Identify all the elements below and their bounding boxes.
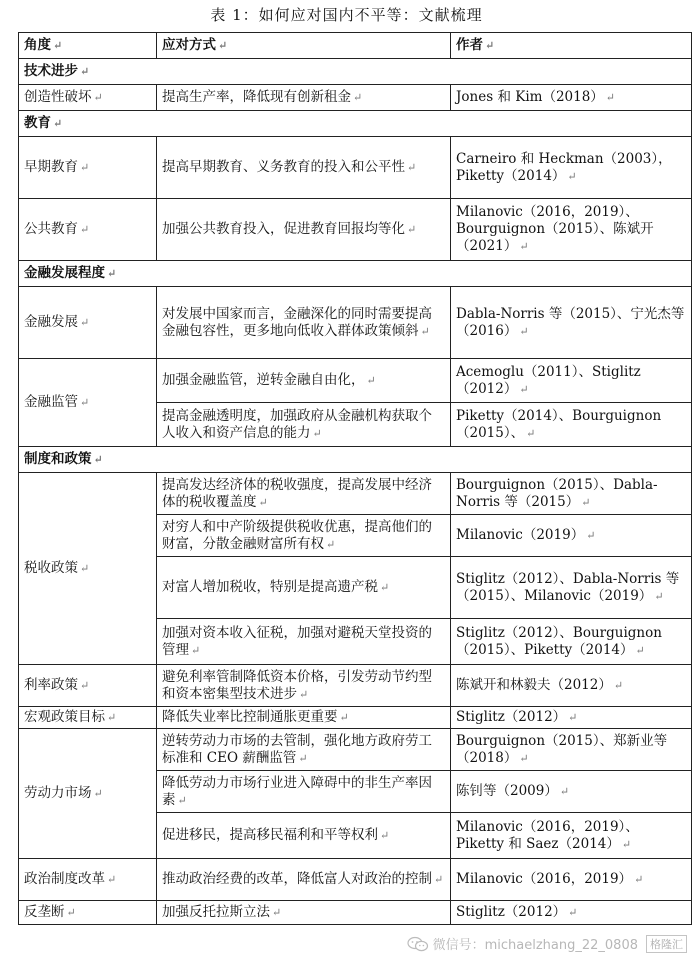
watermark-text: 微信号：michaelzhang_22_0808 — [432, 938, 638, 953]
paragraph-mark: ↵ — [272, 906, 282, 919]
method-cell-text: 对穷人和中产阶级提供税收优惠，提高他们的财富，分散金融财富所有权 — [162, 518, 432, 552]
angle-cell-text: 金融监管 — [24, 394, 78, 410]
table-row — [19, 359, 692, 403]
paragraph-mark: ↵ — [107, 873, 117, 886]
method-cell — [157, 619, 451, 665]
author-cell — [451, 729, 692, 771]
paragraph-mark: ↵ — [80, 396, 90, 409]
author-cell — [451, 859, 692, 901]
author-cell — [451, 813, 692, 859]
method-cell-text: 推动政治经费的改革，降低富人对政治的控制 — [162, 871, 432, 887]
angle-cell — [19, 901, 157, 925]
method-cell-text: 提高金融透明度，加强政府从金融机构获取个人收入和资产信息的能力 — [162, 407, 432, 441]
author-cell — [451, 199, 692, 261]
angle-cell — [19, 359, 157, 447]
paragraph-mark: ↵ — [312, 426, 322, 440]
section-row — [19, 261, 692, 287]
paragraph-mark: ↵ — [80, 161, 90, 174]
table-row — [19, 473, 692, 515]
column-header-text: 应对方式 — [162, 37, 216, 53]
paragraph-mark: ↵ — [218, 39, 228, 52]
wechat-icon — [407, 936, 429, 952]
section-label — [19, 447, 692, 473]
author-cell — [451, 771, 692, 813]
table-row — [19, 901, 692, 925]
section-label — [19, 59, 692, 85]
paragraph-mark: ↵ — [339, 711, 349, 724]
paragraph-mark: ↵ — [80, 65, 90, 78]
author-cell-text: Stiglitz（2012） — [456, 904, 567, 920]
section-label-text: 教育 — [24, 115, 51, 131]
angle-cell — [19, 859, 157, 901]
paragraph-mark: ↵ — [485, 39, 495, 52]
angle-cell-text: 金融发展 — [24, 314, 78, 330]
paragraph-mark: ↵ — [93, 91, 103, 104]
paragraph-mark: ↵ — [519, 382, 529, 396]
section-label-text: 技术进步 — [24, 63, 78, 79]
angle-cell — [19, 707, 157, 729]
method-cell-text: 避免利率管制降低资本价格，引发劳动节约型和资本密集型技术进步 — [162, 668, 432, 702]
method-cell — [157, 199, 451, 261]
section-label — [19, 261, 692, 287]
table-row — [19, 729, 692, 771]
paragraph-mark: ↵ — [568, 906, 578, 919]
paragraph-mark: ↵ — [519, 240, 529, 253]
angle-cell — [19, 199, 157, 261]
method-cell — [157, 729, 451, 771]
paragraph-mark: ↵ — [298, 751, 308, 765]
angle-cell — [19, 729, 157, 859]
paragraph-mark: ↵ — [407, 161, 417, 174]
method-cell-text: 对发展中国家而言，金融深化的同时需要提高金融包容性，更多地向低收入群体政策倾斜 — [162, 305, 432, 339]
author-cell-text: Jones 和 Kim（2018） — [456, 89, 604, 105]
angle-cell — [19, 85, 157, 111]
author-cell-text: Carneiro 和 Heckman（2003），Piketty（2014） — [456, 150, 672, 184]
section-label-text: 制度和政策 — [24, 451, 92, 467]
paragraph-mark: ↵ — [420, 324, 430, 338]
watermark-logo: 格隆汇 — [646, 935, 687, 953]
author-cell-text: Milanovic（2019） — [456, 527, 585, 543]
method-cell-text: 加强对资本收入征税，加强对避税天堂投资的管理 — [162, 624, 432, 658]
method-cell-text: 加强反托拉斯立法 — [162, 904, 270, 920]
author-cell — [451, 473, 692, 515]
paragraph-mark: ↵ — [107, 267, 117, 280]
angle-cell-text: 公共教育 — [24, 221, 78, 237]
table-row — [19, 707, 692, 729]
author-cell — [451, 137, 692, 199]
angle-cell-text: 劳动力市场 — [24, 785, 92, 801]
paragraph-mark: ↵ — [434, 873, 444, 886]
angle-cell-text: 税收政策 — [24, 560, 78, 576]
method-cell-text: 逆转劳动力市场的去管制，强化地方政府劳工标准和 CEO 薪酬监管 — [162, 732, 432, 766]
paragraph-mark: ↵ — [380, 829, 390, 842]
paragraph-mark: ↵ — [93, 787, 103, 800]
author-cell-text: Milanovic（2016，2019） — [456, 871, 633, 887]
paragraph-mark: ↵ — [107, 711, 117, 724]
method-cell — [157, 473, 451, 515]
author-cell — [451, 707, 692, 729]
table-row — [19, 137, 692, 199]
angle-cell — [19, 473, 157, 665]
paragraph-mark: ↵ — [519, 324, 529, 338]
author-cell — [451, 665, 692, 707]
paragraph-mark: ↵ — [93, 453, 103, 466]
author-cell-text: Acemoglu（2011）、Stiglitz（2012） — [456, 363, 641, 397]
column-header-text: 角度 — [24, 37, 51, 53]
paragraph-mark: ↵ — [177, 793, 187, 807]
table-row — [19, 199, 692, 261]
method-cell-text: 降低失业率比控制通胀更重要 — [162, 709, 338, 725]
angle-cell — [19, 137, 157, 199]
author-cell-text: Bourguignon（2015）、郑新业等（2018） — [456, 732, 668, 766]
paragraph-mark: ↵ — [567, 169, 577, 183]
author-cell-text: Piketty（2014）、Bourguignon（2015）、 — [456, 407, 662, 441]
author-cell-text: Dabla-Norris 等（2015）、宁光杰等（2016） — [456, 305, 685, 339]
author-cell — [451, 85, 692, 111]
paragraph-mark: ↵ — [605, 91, 616, 104]
paragraph-mark: ↵ — [635, 643, 645, 657]
method-cell — [157, 287, 451, 359]
author-cell — [451, 557, 692, 619]
author-cell-text: Bourguignon（2015）、Dabla-Norris 等（2015） — [456, 476, 658, 510]
paragraph-mark: ↵ — [621, 837, 632, 851]
table-row — [19, 859, 692, 901]
method-cell-text: 提高发达经济体的税收强度，提高发展中经济体的税收覆盖度 — [162, 476, 432, 510]
section-label-text: 金融发展程度 — [24, 265, 105, 281]
angle-cell-text: 反垄断 — [24, 904, 65, 920]
paragraph-mark: ↵ — [581, 495, 591, 509]
method-cell — [157, 813, 451, 859]
paragraph-mark: ↵ — [568, 711, 578, 724]
table-row — [19, 287, 692, 359]
author-cell-text: Milanovic（2016，2019）、Bourguignon（2015）、陈斌开（2021） — [456, 204, 654, 254]
paragraph-mark: ↵ — [613, 679, 624, 692]
method-cell-text: 提高生产率，降低现有创新租金 — [162, 89, 351, 105]
paragraph-mark: ↵ — [80, 223, 90, 236]
column-header — [19, 33, 157, 59]
paragraph-mark: ↵ — [66, 906, 76, 919]
paragraph-mark: ↵ — [526, 426, 536, 440]
paragraph-mark: ↵ — [519, 751, 529, 765]
method-cell — [157, 403, 451, 447]
angle-cell-text: 宏观政策目标 — [24, 709, 105, 725]
paragraph-mark: ↵ — [353, 91, 363, 104]
paragraph-mark: ↵ — [380, 581, 390, 594]
paragraph-mark: ↵ — [299, 687, 309, 701]
paragraph-mark: ↵ — [366, 374, 376, 387]
method-cell — [157, 515, 451, 557]
paragraph-mark: ↵ — [80, 562, 90, 575]
section-row — [19, 447, 692, 473]
method-cell — [157, 137, 451, 199]
table-title: 表 1：如何应对国内不平等：文献梳理 — [210, 6, 483, 24]
author-cell — [451, 359, 692, 403]
method-cell-text: 加强公共教育投入，促进教育回报均等化 — [162, 221, 405, 237]
author-cell-text: 陈斌开和林毅夫（2012） — [456, 677, 612, 693]
header-row — [19, 33, 692, 59]
angle-cell — [19, 287, 157, 359]
paragraph-mark: ↵ — [326, 537, 336, 551]
angle-cell-text: 利率政策 — [24, 677, 78, 693]
table-row — [19, 665, 692, 707]
author-cell-text: Milanovic（2016，2019）、Piketty 和 Saez（2014） — [456, 818, 639, 852]
paragraph-mark: ↵ — [258, 495, 268, 509]
author-cell-text: Stiglitz（2012）、Bourguignon（2015）、Piketty（2014） — [456, 624, 662, 658]
literature-table — [18, 32, 692, 925]
author-cell-text: 陈钊等（2009） — [456, 783, 558, 799]
column-header — [451, 33, 692, 59]
column-header-text: 作者 — [456, 37, 483, 53]
method-cell — [157, 557, 451, 619]
angle-cell-text: 创造性破坏 — [24, 89, 92, 105]
angle-cell-text: 早期教育 — [24, 159, 78, 175]
paragraph-mark: ↵ — [586, 529, 596, 542]
author-cell — [451, 515, 692, 557]
author-cell — [451, 619, 692, 665]
paragraph-mark: ↵ — [80, 679, 90, 692]
paragraph-mark: ↵ — [191, 643, 201, 657]
section-row — [19, 59, 692, 85]
author-cell-text: Stiglitz（2012） — [456, 709, 567, 725]
method-cell-text: 提高早期教育、义务教育的投入和公平性 — [162, 159, 405, 175]
author-cell — [451, 287, 692, 359]
method-cell-text: 加强金融监管，逆转金融自由化， — [162, 372, 365, 388]
section-label — [19, 111, 692, 137]
author-cell — [451, 901, 692, 925]
column-header — [157, 33, 451, 59]
method-cell — [157, 771, 451, 813]
method-cell — [157, 85, 451, 111]
paragraph-mark: ↵ — [559, 785, 570, 798]
paragraph-mark: ↵ — [53, 39, 63, 52]
paragraph-mark: ↵ — [80, 316, 90, 329]
method-cell-text: 促进移民，提高移民福利和平等权利 — [162, 827, 378, 843]
method-cell — [157, 859, 451, 901]
section-row — [19, 111, 692, 137]
author-cell-text: Stiglitz（2012）、Dabla-Norris 等（2015）、Milanovic（2019） — [456, 570, 680, 604]
angle-cell — [19, 665, 157, 707]
method-cell — [157, 359, 451, 403]
paragraph-mark: ↵ — [654, 589, 664, 603]
table-body — [19, 33, 692, 925]
paragraph-mark: ↵ — [634, 873, 644, 886]
method-cell — [157, 665, 451, 707]
angle-cell-text: 政治制度改革 — [24, 871, 105, 887]
watermark — [407, 934, 687, 953]
method-cell-text: 降低劳动力市场行业进入障碍中的非生产率因素 — [162, 774, 432, 808]
method-cell-text: 对富人增加税收，特别是提高遗产税 — [162, 579, 378, 595]
paragraph-mark: ↵ — [53, 117, 63, 130]
method-cell — [157, 901, 451, 925]
method-cell — [157, 707, 451, 729]
author-cell — [451, 403, 692, 447]
table-row — [19, 85, 692, 111]
paragraph-mark: ↵ — [407, 223, 417, 236]
